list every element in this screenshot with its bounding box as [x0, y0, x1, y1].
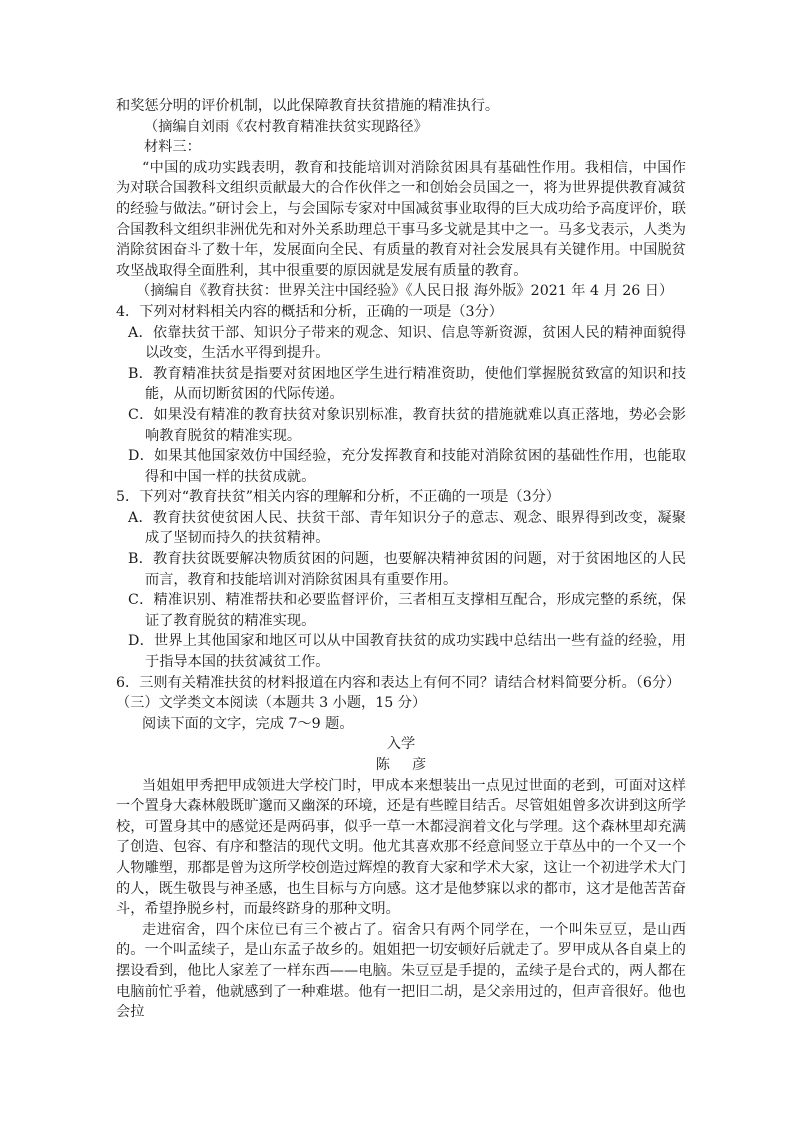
material-3-body: “中国的成功实践表明，教育和技能培训对消除贫困具有基础性作用。我相信，中国作为对联合国教科文组织贡献最大的合作伙伴之一和创始会员国之一，将为世界提供教育减贫的经验与做法。”研讨会上，与会国际专家对中国减贫事业取得的巨大成功给予高度评价，联合国教科文组织非洲优先和对外关系助理总干事马多戈就是其中之一。马多戈表示，人类为消除贫困奋斗了数十年，发展面向全民、有质量的教育对社会发展具有关键作用。中国脱贫攻坚战取得全面胜利，其中很重要的原因就是发展有质量的教育。 [116, 159, 686, 279]
story-paragraph-2: 走进宿舍，四个床位已有三个被占了。宿舍只有两个同学在，一个叫朱豆豆，是山西的。一个叫孟续子，是山东孟子故乡的。姐姐把一切安顿好后就走了。罗甲成从各自桌上的摆设看到，他比人家差了一样东西——电脑。朱豆豆是手提的，孟续子是台式的，两人都在电脑前忙乎着，他就感到了一种难堪。他有一把旧二胡，是父亲用过的，但声音很好。他也会拉 [116, 921, 686, 1021]
question-5-option-a: A．教育扶贫使贫困人民、扶贫干部、青年知识分子的意志、观念、眼界得到改变，凝聚成了坚韧而持久的扶贫精神。 [128, 509, 686, 547]
question-5-option-c: C．精准识别、精准帮扶和必要监督评价，三者相互支撑相互配合，形成完整的系统，保证了教育脱贫的精准实现。 [128, 592, 686, 629]
question-4-option-d: D．如果其他国家效仿中国经验，充分发挥教育和技能对消除贫困的基础性作用，也能取得和中国一样的扶贫成就。 [128, 448, 686, 485]
question-5-stem: 5．下列对“教育扶贫”相关内容的理解和分析，不正确的一项是（3分） [116, 489, 560, 506]
source-citation-material-2: （摘编自刘雨《农村教育精准扶贫实现路径》 [144, 118, 428, 135]
question-6-stem: 6．三则有关精准扶贫的材料报道在内容和表达上有何不同？请结合材料简要分析。（6分） [116, 674, 681, 691]
story-title: 入学 [386, 736, 416, 753]
question-5-option-d: D．世界上其他国家和地区可以从中国教育扶贫的成功实践中总结出一些有益的经验，用于指导本国的扶贫减贫工作。 [128, 633, 686, 671]
paragraph-continuation: 和奖惩分明的评价机制，以此保障教育扶贫措施的精准执行。 [116, 98, 500, 114]
source-citation-material-3: （摘编自《教育扶贫：世界关注中国经验》《人民日报 海外版》2021 年 4 月 26 日） [136, 283, 674, 300]
section-3-heading: （三）文学类文本阅读（本题共 3 小题，15 分） [116, 695, 427, 712]
story-author [116, 755, 686, 776]
section-3-instruction: 阅读下面的文字，完成 7～9 题。 [142, 715, 354, 732]
question-4-option-b: B．教育精准扶贫是指要对贫困地区学生进行精准资助，使他们掌握脱贫致富的知识和技能，从而切断贫困的代际传递。 [128, 365, 686, 403]
question-5-option-b: B．教育扶贫既要解决物质贫困的问题，也要解决精神贫困的问题，对于贫困地区的人民而言，教育和技能培训对消除贫困具有重要作用。 [128, 551, 686, 588]
question-4-option-c: C．如果没有精准的教育扶贫对象识别标准，教育扶贫的措施就难以真正落地，势必会影响教育脱贫的精准实现。 [128, 406, 686, 444]
page-content [116, 96, 686, 1023]
material-3-label: 材料三： [144, 139, 201, 156]
question-4-stem: 4．下列对材料相关内容的概括和分析，正确的一项是（3分） [116, 303, 503, 320]
question-4-option-a: A．依靠扶贫干部、知识分子带来的观念、知识、信息等新资源，贫困人民的精神面貌得以改变，生活水平得到提升。 [128, 324, 686, 362]
author-surname: 陈 [375, 757, 390, 773]
story-paragraph-1: 当姐姐甲秀把甲成领进大学校门时，甲成本来想装出一点见过世面的老到，可面对这样一个置身大森林般既旷邈而又幽深的环境，还是有些瞠目结舌。尽管姐姐曾多次讲到这所学校，可置身其中的感觉还是两码事，似乎一草一木都浸润着文化与学理。这个森林里却充满了创造、包容、有序和整洁的现代文明。他尤其喜欢那不经意间竖立于草丛中的一个又一个人物雕塑，那都是曾为这所学校创造过辉煌的教育大家和学术大家，这让一个初进学术大门的人，既生敬畏与神圣感，也生目标与方向感。这才是他梦寐以求的都市，这才是他苦苦奋斗，希望挣脱乡村，而最终跻身的那种文明。 [116, 777, 686, 918]
author-given-name: 彦 [412, 757, 427, 773]
